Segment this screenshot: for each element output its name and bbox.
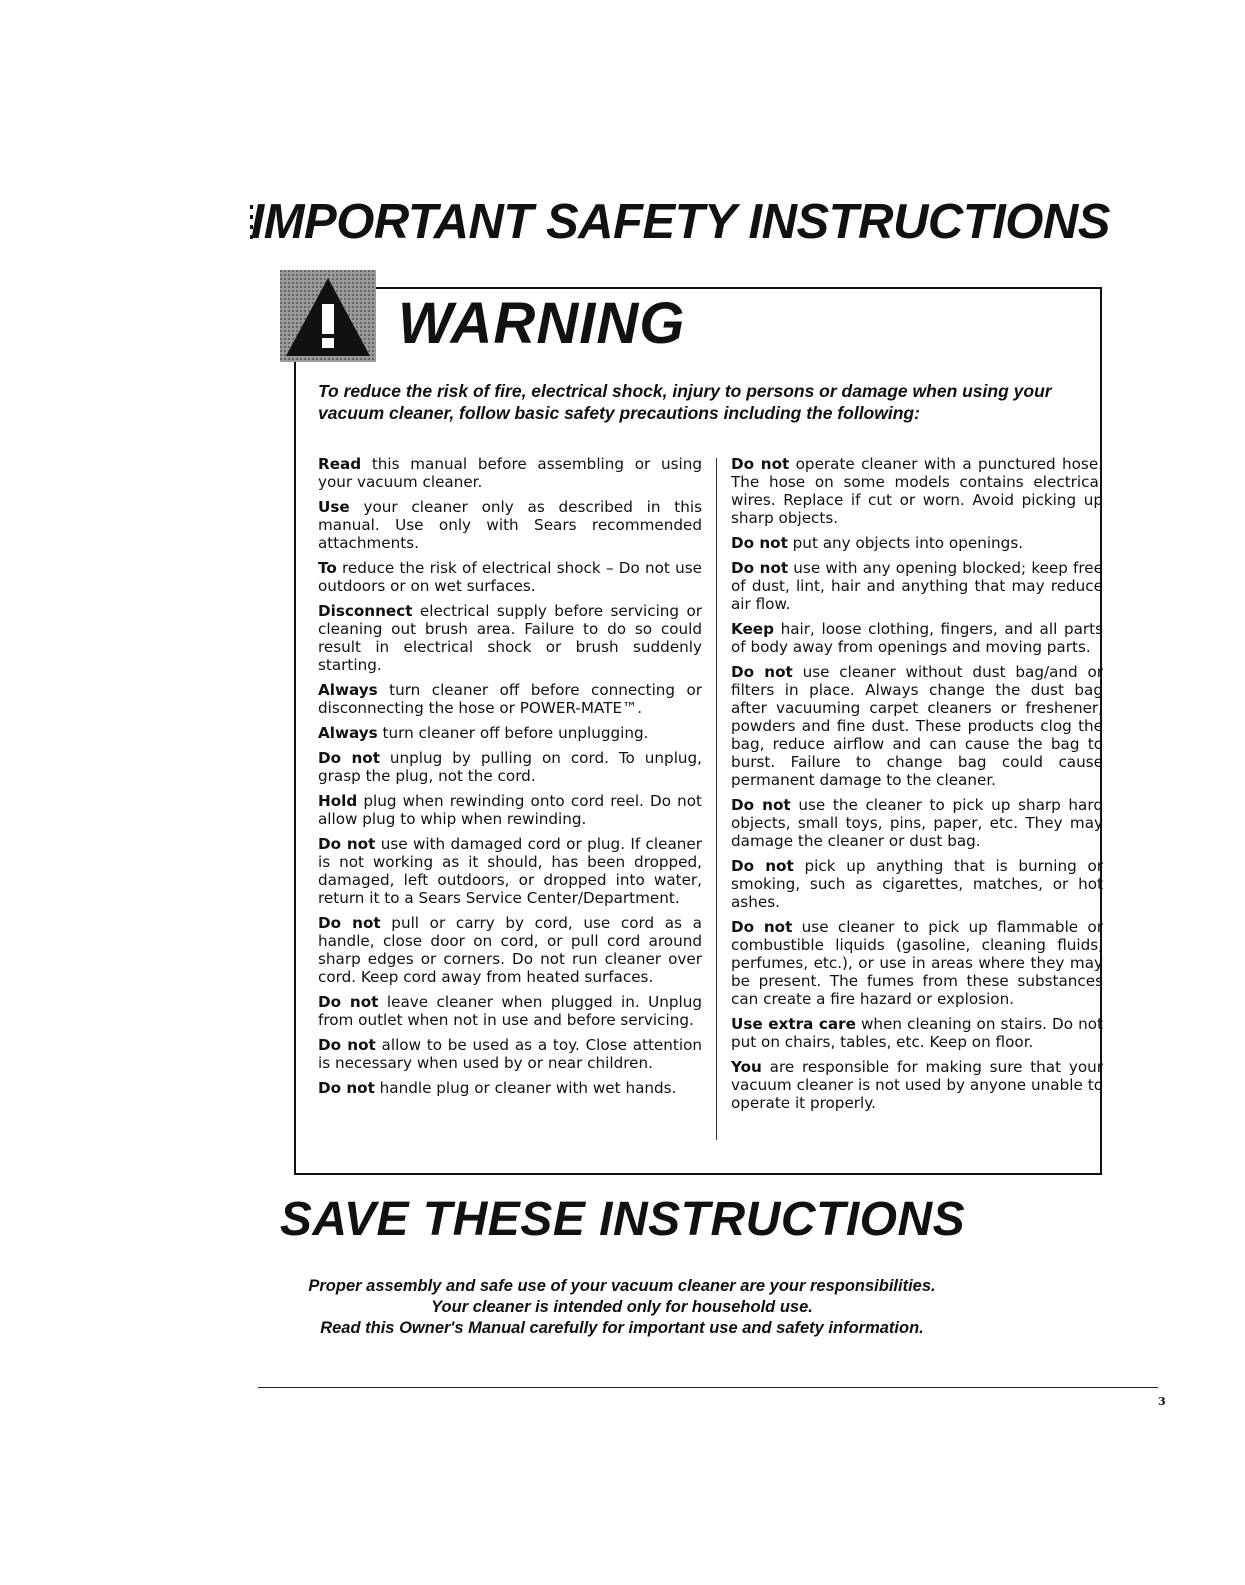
safety-item-lead: Keep (731, 620, 774, 638)
footer-line: Proper assembly and safe use of your vacuum cleaner are your responsibilities. (308, 1277, 936, 1295)
safety-item-lead: Use extra care (731, 1015, 856, 1033)
safety-item-lead: Do not (318, 1036, 376, 1054)
safety-item-text: unplug by pulling on cord. To unplug, grasp the plug, not the cord. (318, 749, 703, 785)
safety-item (318, 1036, 702, 1072)
page-number: 3 (1158, 1395, 1166, 1408)
safety-item-lead: Do not (731, 663, 793, 681)
safety-item-text: turn cleaner off before connecting or disconnecting the hose or POWER-MATE™. (318, 681, 702, 717)
safety-item-text: use cleaner without dust bag/and or filters in place. Always change the dust bag after vacuuming carpet cleaners or freshener, powders and fine dust. These products clog the bag, reduce airflow and can cause the bag to burst. Failure to change bag could cause permanent damage to the cleaner. (731, 663, 1103, 789)
safety-item-text: when cleaning on stairs. Do not put on chairs, tables, etc. Keep on floor. (731, 1015, 1103, 1051)
safety-item (318, 498, 702, 552)
warning-intro: To reduce the risk of fire, electrical shock, injury to persons or damage when using your vacuum cleaner, follow basic safety precautions including the following: (318, 381, 1052, 423)
warning-title: WARNING (398, 291, 686, 356)
safety-item (731, 796, 1103, 850)
safety-item-lead: Always (318, 681, 378, 699)
footer-note (0, 1276, 1245, 1339)
safety-item-text: use cleaner to pick up flammable or combustible liquids (gasoline, cleaning fluids, perfumes, etc.), or use in areas where they may be present. The fumes from these substances can create a fire hazard or explosion. (731, 918, 1103, 1008)
safety-item-lead: Do not (731, 534, 788, 552)
safety-item-lead: Use (318, 498, 350, 516)
safety-item-text: leave cleaner when plugged in. Unplug from outlet when not in use and before servicing. (318, 993, 702, 1029)
safety-item (731, 620, 1103, 656)
safety-item-lead: Do not (731, 796, 791, 814)
safety-item (318, 455, 702, 491)
safety-item-text: pull or carry by cord, use cord as a handle, close door on cord, or pull cord around sharp edges or corners. Do not run cleaner over cord. Keep cord away from heated surfaces. (318, 914, 702, 986)
safety-item-text: use the cleaner to pick up sharp hard objects, small toys, pins, paper, etc. They may damage the cleaner or dust bag. (731, 796, 1103, 850)
safety-item (318, 749, 702, 785)
left-column (318, 455, 702, 1104)
safety-item-text: use with any opening blocked; keep free of dust, lint, hair and anything that may reduce air flow. (731, 559, 1103, 613)
footer-line: Your cleaner is intended only for household use. (431, 1298, 813, 1316)
safety-item-text: reduce the risk of electrical shock – Do not use outdoors or on wet surfaces. (318, 559, 702, 595)
safety-item-text: electrical supply before servicing or cleaning out brush area. Failure to do so could result in electrical shock or brush suddenly starting. (318, 602, 702, 674)
right-column (731, 455, 1103, 1119)
safety-item (318, 835, 702, 907)
safety-item-lead: Do not (731, 559, 789, 577)
safety-item-text: your cleaner only as described in this manual. Use only with Sears recommended attachments. (318, 498, 702, 552)
safety-item-lead: Do not (318, 914, 381, 932)
safety-item (731, 534, 1103, 552)
safety-item-text: turn cleaner off before unplugging. (377, 724, 649, 742)
safety-item (318, 724, 702, 742)
safety-item (731, 455, 1103, 527)
safety-item-text: handle plug or cleaner with wet hands. (374, 1079, 677, 1097)
safety-item-lead: To (318, 559, 337, 577)
safety-item (318, 681, 702, 717)
column-divider (716, 458, 717, 1140)
safety-item-lead: You (731, 1058, 762, 1076)
safety-item-lead: Do not (731, 918, 793, 936)
safety-item-lead: Disconnect (318, 602, 413, 620)
safety-item-text: put any objects into openings. (787, 534, 1024, 552)
warning-triangle-icon (280, 270, 376, 362)
safety-item (318, 914, 702, 986)
safety-item-lead: Do not (318, 1079, 375, 1097)
safety-item-text: pick up anything that is burning or smoking, such as cigarettes, matches, or hot ashes. (731, 857, 1103, 911)
page-heading (250, 192, 1110, 252)
safety-item (731, 918, 1103, 1008)
safety-item-text: operate cleaner with a punctured hose. The hose on some models contains electrical wires. Replace if cut or worn. Avoid picking up sharp objects. (731, 455, 1103, 527)
safety-item (318, 559, 702, 595)
safety-item (318, 1079, 702, 1097)
footer-line: Read this Owner's Manual carefully for important use and safety information. (320, 1319, 924, 1337)
bottom-rule (258, 1387, 1158, 1388)
safety-item-lead: Do not (318, 835, 376, 853)
safety-item-lead: Do not (318, 993, 379, 1011)
safety-item (731, 1058, 1103, 1112)
safety-item-text: allow to be used as a toy. Close attention is necessary when used by or near children. (318, 1036, 702, 1072)
safety-item-text: plug when rewinding onto cord reel. Do not allow plug to whip when rewinding. (318, 792, 702, 828)
safety-item-text: this manual before assembling or using your vacuum cleaner. (318, 455, 702, 491)
safety-item-lead: Read (318, 455, 362, 473)
safety-item (318, 792, 702, 828)
heading-title: IMPORTANT SAFETY INSTRUCTIONS (250, 195, 1110, 249)
safety-item-lead: Do not (731, 455, 790, 473)
safety-item (731, 857, 1103, 911)
safety-item-text: use with damaged cord or plug. If cleaner is not working as it should, has been dropped, damaged, left outdoors, or dropped into water, return it to a Sears Service Center/Department. (318, 835, 702, 907)
safety-item (731, 1015, 1103, 1051)
safety-item-lead: Always (318, 724, 378, 742)
safety-item (731, 559, 1103, 613)
safety-item-text: hair, loose clothing, fingers, and all parts of body away from openings and moving parts. (731, 620, 1103, 656)
safety-item-text: are responsible for making sure that your vacuum cleaner is not used by anyone unable to operate it properly. (731, 1058, 1103, 1112)
safety-item-lead: Hold (318, 792, 358, 810)
safety-item (731, 663, 1103, 789)
safety-item-lead: Do not (318, 749, 380, 767)
safety-item (318, 993, 702, 1029)
safety-item-lead: Do not (731, 857, 794, 875)
save-instructions-title: SAVE THESE INSTRUCTIONS (279, 1193, 966, 1246)
safety-item (318, 602, 702, 674)
